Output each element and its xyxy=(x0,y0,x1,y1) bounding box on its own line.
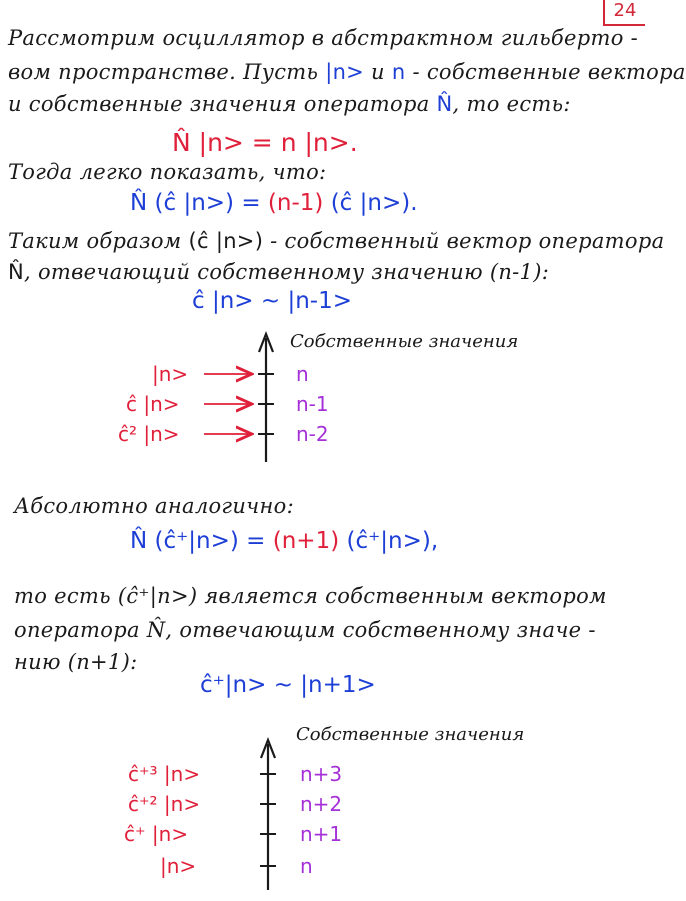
operator-n: N̂ xyxy=(436,92,453,116)
equation-lowering-coef: (n-1) xyxy=(267,190,324,216)
diagram2-state-1: ĉ⁺² |n> xyxy=(128,792,201,816)
equation-eigen: N̂ |n> = n |n>. xyxy=(172,128,358,157)
diagram1-state-0: |n> xyxy=(152,362,189,386)
diagram2-value-3: n xyxy=(300,854,313,878)
paragraph1-line2-text-a: вом пространстве. Пусть xyxy=(8,60,326,84)
equation-lowering-rhs: (ĉ |n>). xyxy=(323,190,418,216)
equation-lowering-proportional: ĉ |n> ~ |n-1> xyxy=(192,288,352,314)
diagram2-value-0: n+3 xyxy=(300,762,343,786)
equation-raising-lhs: N̂ (ĉ⁺|n>) = xyxy=(130,528,273,554)
equation-raising-coef: (n+1) xyxy=(272,528,340,554)
diagram2-value-2: n+1 xyxy=(300,822,343,846)
paragraph2-line2-text-b: , отвечающий собственному значению (n-1): xyxy=(24,260,550,284)
ket-n: |n> xyxy=(325,60,365,84)
paragraph2-line1-text-a: Таким образом xyxy=(8,229,189,253)
paragraph2-operator: N̂ xyxy=(8,260,25,284)
eigenvalue-n: n xyxy=(391,60,406,84)
paragraph3-line1: то есть (ĉ⁺|n>) является собственным вектором xyxy=(14,584,607,608)
diagram2-state-2: ĉ⁺ |n> xyxy=(124,822,189,846)
paragraph1-line3-text-b: , то есть: xyxy=(452,92,571,116)
equation-raising-rhs: (ĉ⁺|n>), xyxy=(339,528,439,554)
paragraph3-line2: оператора N̂, отвечающим собственному значе - xyxy=(14,618,596,642)
equation-raising xyxy=(130,528,438,554)
line-analog: Абсолютно аналогично: xyxy=(14,494,294,518)
paragraph1-line1: Рассмотрим осциллятор в абстрактном гильберто - xyxy=(8,26,639,50)
line-then: Тогда легко показать, что: xyxy=(8,160,327,184)
diagram1-value-2: n-2 xyxy=(296,422,329,446)
diagram1-state-1: ĉ |n> xyxy=(126,392,180,416)
paragraph1-line3-text-a: и собственные значения оператора xyxy=(8,92,437,116)
diagram2-value-1: n+2 xyxy=(300,792,343,816)
equation-raising-proportional: ĉ⁺|n> ~ |n+1> xyxy=(200,672,376,698)
diagram1-value-1: n-1 xyxy=(296,392,329,416)
diagram1-state-2: ĉ² |n> xyxy=(118,422,180,446)
equation-lowering-lhs: N̂ (ĉ |n>) = xyxy=(130,190,268,216)
paragraph1-line2-text-c: - собственные вектора xyxy=(405,60,686,84)
paragraph2-line1-text-c: - собственный вектор оператора xyxy=(263,229,665,253)
page-number: 24 xyxy=(603,0,645,26)
diagram1-value-0: n xyxy=(296,362,309,386)
diagram2-axis-title: Собственные значения xyxy=(296,724,525,745)
paragraph1-line2-text-b: и xyxy=(364,60,392,84)
diagram2-state-3: |n> xyxy=(160,854,197,878)
paragraph2-ket: (ĉ |n>) xyxy=(188,229,264,253)
diagram2-state-0: ĉ⁺³ |n> xyxy=(128,762,201,786)
diagram1-axis-title: Собственные значения xyxy=(290,331,519,352)
paragraph3-line3: нию (n+1): xyxy=(14,650,138,674)
